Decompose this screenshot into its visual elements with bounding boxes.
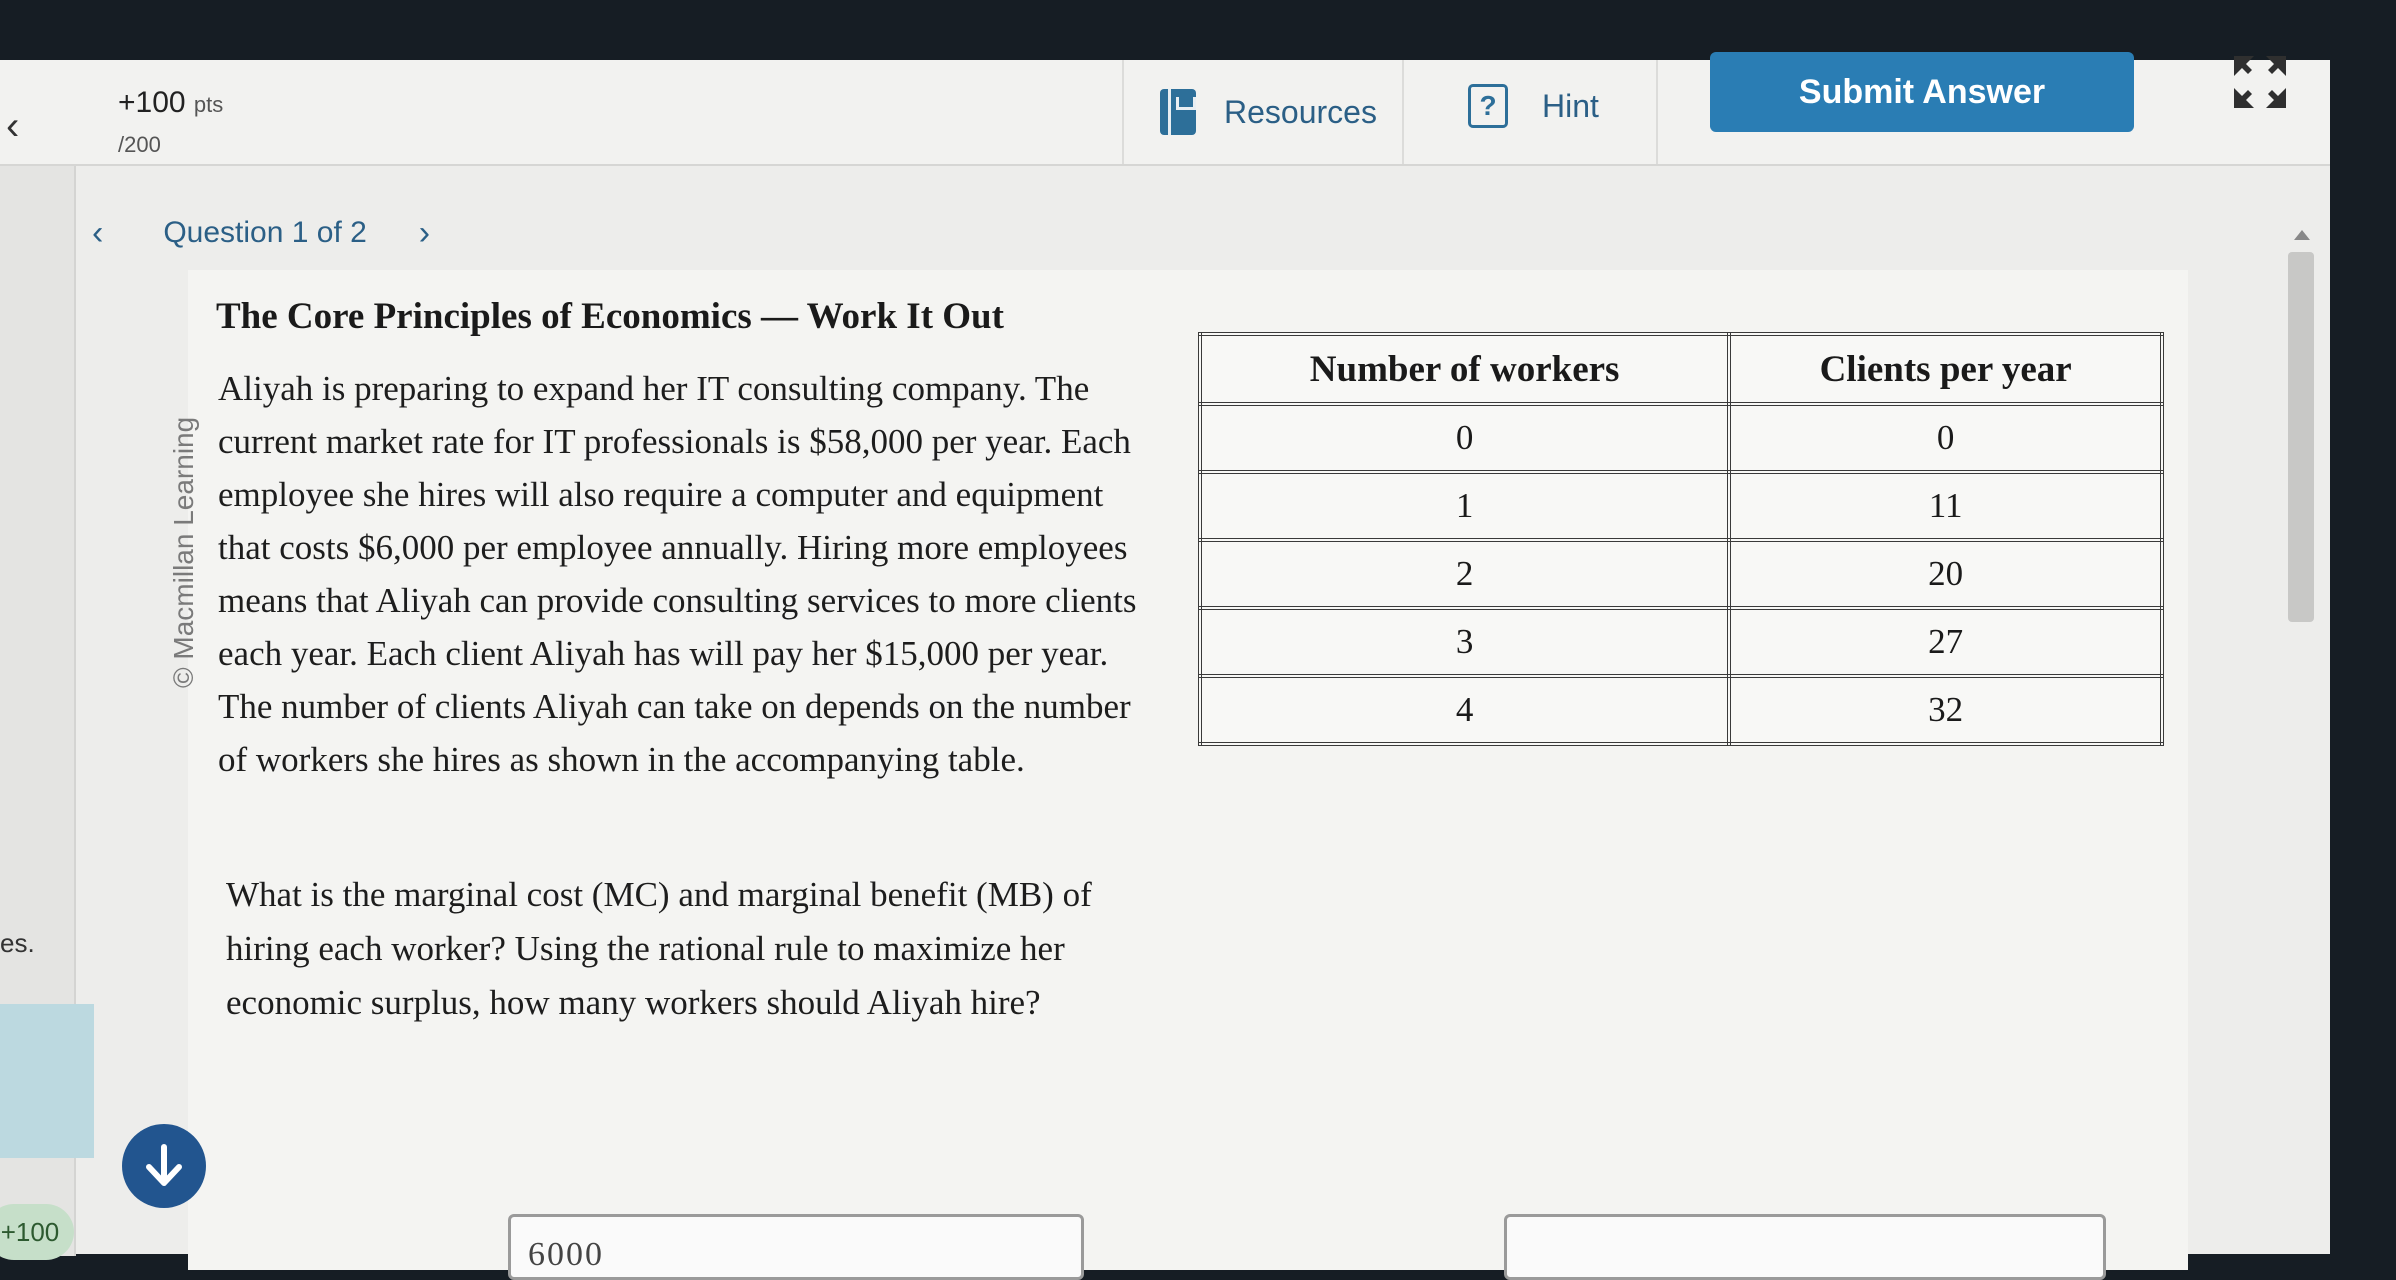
scroll-up-arrow-icon[interactable] xyxy=(2294,230,2310,240)
points-unit: pts xyxy=(193,92,224,117)
clients-cell: 11 xyxy=(1729,472,2162,540)
question-text: What is the marginal cost (MC) and marginal benefit (MB) of hiring each worker? Using the rational rule to maximize her economic surplus, how many workers should Aliyah hire? xyxy=(226,875,1092,1022)
points-value: +100 xyxy=(118,86,186,119)
column-header-clients: Clients per year xyxy=(1729,334,2162,404)
problem-title: The Core Principles of Economics — Work It Out xyxy=(216,296,1004,337)
top-bar xyxy=(0,60,2330,166)
hint-label: Hint xyxy=(1542,87,1599,124)
resources-label: Resources xyxy=(1224,93,1377,130)
left-sidebar xyxy=(0,166,76,1256)
fullscreen-icon[interactable] xyxy=(2230,52,2290,112)
divider xyxy=(1656,60,1658,164)
next-question-chevron-icon[interactable]: › xyxy=(418,213,431,252)
table-row xyxy=(1200,472,2162,540)
submit-answer-button[interactable]: Submit Answer xyxy=(1710,52,2134,132)
column-header-workers: Number of workers xyxy=(1200,334,1729,404)
question-navigation xyxy=(92,208,430,258)
problem-text: Aliyah is preparing to expand her IT consulting company. The current market rate for IT professionals is $58,000 per year. Each employee she hires will also require a computer and equipment that costs $6,000 per employee annually. Hiring more employees means that Aliyah can provide consulting services to more clients each year. Each client Aliyah has will pay her $15,000 per year. The number of clients Aliyah can take on depends on the number of workers she hires as shown in the accompanying table. xyxy=(218,369,1137,779)
workers-cell: 3 xyxy=(1200,608,1729,676)
answer-input-1-value: 6000 xyxy=(528,1236,604,1273)
scrollbar-thumb[interactable] xyxy=(2288,252,2314,622)
question-mark-icon: ? xyxy=(1468,84,1508,128)
workers-cell: 4 xyxy=(1200,676,1729,744)
points-total: /200 xyxy=(118,132,161,157)
book-icon xyxy=(1160,89,1196,135)
points-display xyxy=(118,86,223,158)
back-chevron-icon[interactable]: ‹ xyxy=(6,104,20,148)
clients-cell: 20 xyxy=(1729,540,2162,608)
hint-button[interactable] xyxy=(1468,76,1599,136)
app-screen xyxy=(0,60,2330,1273)
scroll-down-button[interactable] xyxy=(122,1124,206,1208)
arrow-down-icon xyxy=(139,1141,189,1191)
clients-cell: 0 xyxy=(1729,404,2162,472)
sidebar-points-badge: +100 xyxy=(0,1204,74,1260)
table-header-row xyxy=(1200,334,2162,404)
copyright-credit: © Macmillan Learning xyxy=(168,416,199,688)
answer-input-2[interactable] xyxy=(1504,1214,2106,1280)
previous-question-chevron-icon[interactable]: ‹ xyxy=(92,213,104,252)
clients-cell: 32 xyxy=(1729,676,2162,744)
divider xyxy=(1402,60,1404,164)
divider xyxy=(1122,60,1124,164)
table-row xyxy=(1200,404,2162,472)
table-row xyxy=(1200,676,2162,744)
resources-button[interactable] xyxy=(1160,82,1377,142)
workers-cell: 0 xyxy=(1200,404,1729,472)
question-counter[interactable]: Question 1 of 2 xyxy=(163,216,367,249)
sidebar-partial-text: es. xyxy=(0,928,35,958)
table-row xyxy=(1200,608,2162,676)
table-row xyxy=(1200,540,2162,608)
sidebar-active-item[interactable] xyxy=(0,1004,94,1158)
workers-cell: 2 xyxy=(1200,540,1729,608)
workers-clients-table xyxy=(1198,332,2164,746)
workers-cell: 1 xyxy=(1200,472,1729,540)
clients-cell: 27 xyxy=(1729,608,2162,676)
vertical-scrollbar[interactable] xyxy=(2286,230,2316,1254)
